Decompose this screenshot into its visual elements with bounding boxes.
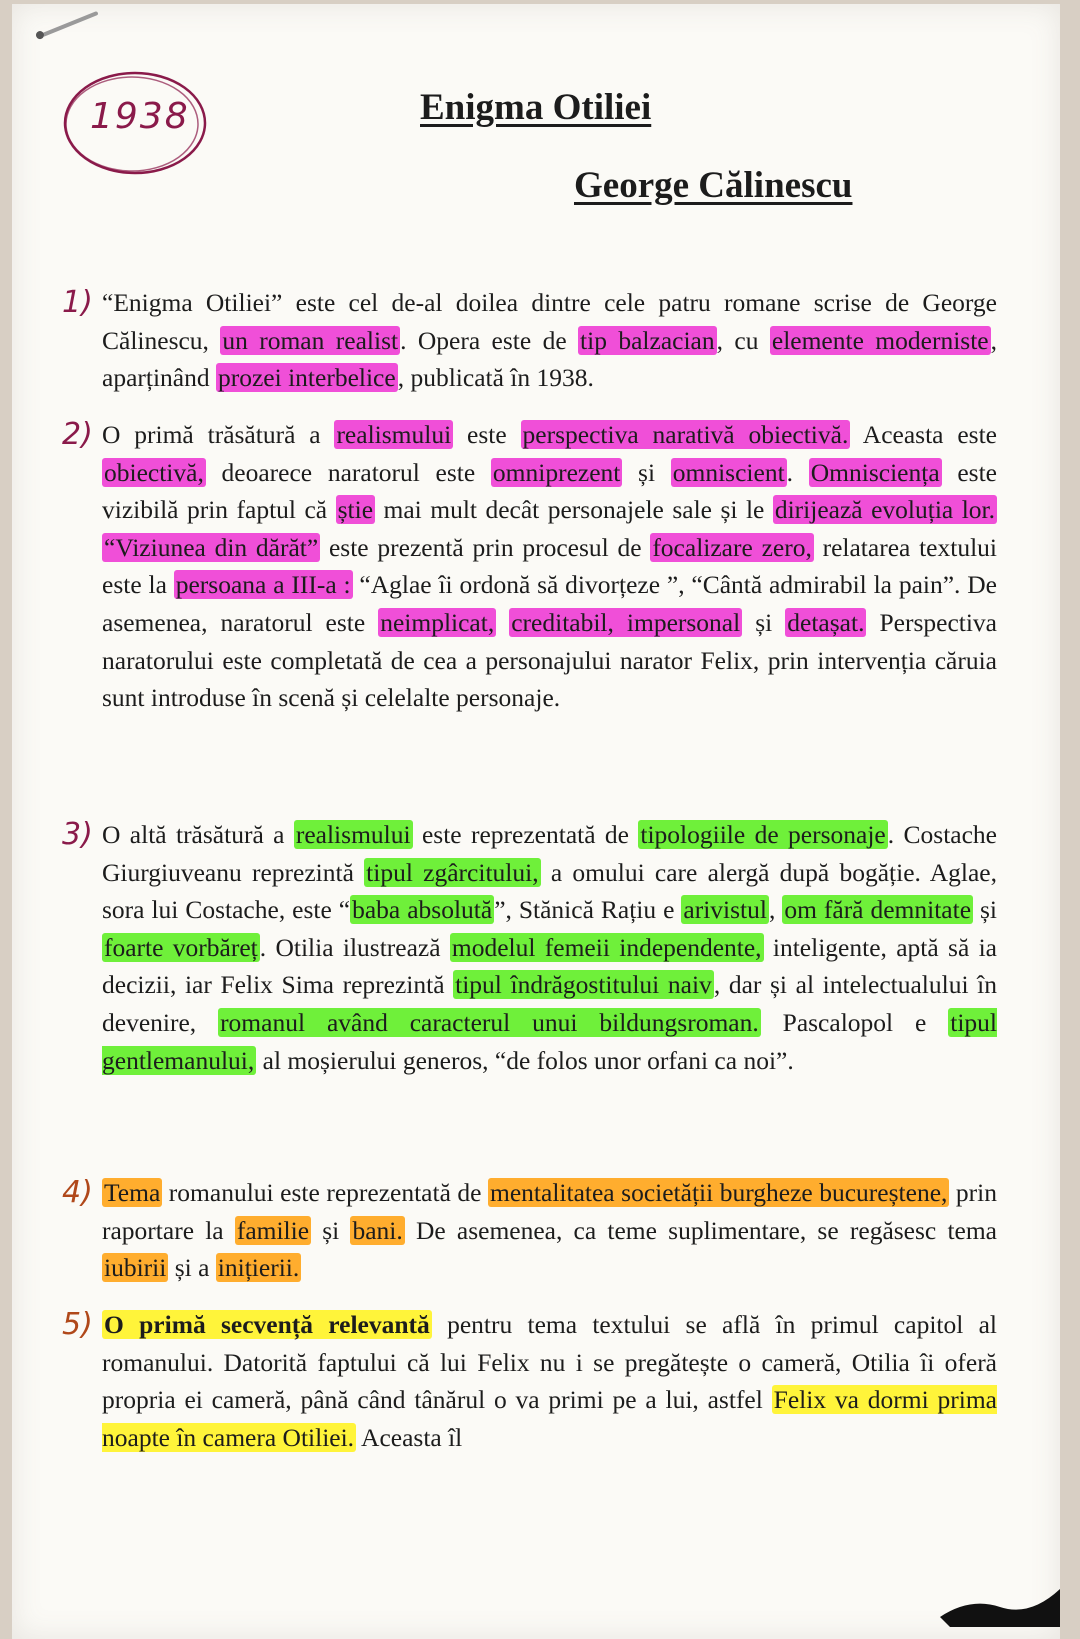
text-run: este reprezentată de [412,820,639,849]
highlighted-phrase: focalizare zero, [652,532,812,562]
notebook-page [12,4,1060,1639]
text-run: inteligente, aptă să ia decizii, iar Felix Sima reprezintă [102,932,997,1000]
highlighted-phrase: modelul femeii independente, [451,932,762,962]
text-run [496,608,509,637]
ink-smudge-icon [930,1577,1060,1627]
text-run: . Opera este de [400,325,579,355]
text-run: a omului care alergă după bogăție. Aglae, sora lui Costache, este “ [102,857,997,925]
text-run: și a [168,1253,216,1283]
page-title: Enigma Otiliei [420,87,652,128]
text-run: este prezentă prin procesul de [320,532,651,562]
text-run: . [786,457,809,487]
highlighted-phrase: baba absolută [352,895,493,925]
paragraph-number: 5) [62,1307,93,1342]
pin-icon [41,11,98,37]
highlighted-phrase: om fără demnitate [784,895,972,925]
text-run: și [973,895,997,925]
paragraph-text [102,1310,997,1452]
paragraph-number: 2) [62,417,93,452]
highlighted-phrase: tipul gentlemanului, [102,1007,997,1075]
highlighted-phrase: romanul având caracterul unui bildungsroman. [220,1007,759,1037]
highlighted-phrase: tipul zgârcitului, [366,857,539,887]
highlighted-phrase: realismului [295,820,411,849]
text-run: Aceasta este [850,420,997,449]
paragraph-2 [62,416,998,717]
text-run: . Otilia ilustrează [259,932,450,962]
text-run: deoarece naratorul este [205,457,491,487]
highlighted-phrase: Tema [104,1178,161,1207]
highlighted-phrase: tipologiile de personaje [640,820,886,849]
highlighted-phrase: mentalitatea societății burgheze bucureștene, [490,1178,948,1207]
highlighted-phrase: tip balzacian [580,325,715,355]
paragraph-text [102,288,997,392]
text-run: al moșierului generos, “de folos unor orfani ca noi”. [256,1045,794,1075]
text-run: romanului este reprezentată de [162,1178,489,1207]
highlighted-phrase: prozei interbelice [218,363,396,393]
highlighted-phrase: iubirii [104,1253,167,1283]
paragraph-text [102,420,997,712]
highlighted-phrase: persoana a III-a : [175,570,351,600]
paragraph-text [102,1178,997,1282]
highlighted-phrase: neimplicat, [380,607,495,637]
text-run: Aceasta îl [356,1422,463,1452]
text-run: , publicată în 1938. [397,363,594,393]
text-run: “Enigma Otiliei” este cel de-al doilea dintre cele patru romane scrise de George Călinescu, [102,288,997,355]
highlighted-phrase: bani. [352,1215,403,1245]
highlighted-phrase: omniscient [672,457,785,487]
text-run: , dar și al intelectualului în devenire, [102,970,998,1037]
highlighted-phrase: dirijează evoluția lor. [774,495,996,525]
highlighted-phrase: creditabil, impersonal [511,607,741,637]
paragraph-4 [62,1174,997,1287]
text-run: O altă trăsătură a [102,820,294,849]
text-run: și [742,607,786,637]
highlighted-phrase: foarte vorbăreț [104,932,258,962]
text-run: este [453,420,521,449]
paragraph-3 [62,816,998,1079]
text-run: Perspectiva naratorului este completată de cea a personajului narator Felix, prin intervenția căruia sunt introduse în scenă și celelalte personaje. [102,607,998,713]
highlighted-phrase: “Viziunea din dărăt” [104,532,319,562]
highlighted-phrase: familie [236,1215,310,1245]
paragraph-number: 1) [62,285,93,320]
year-note: 1938 [90,96,190,137]
highlighted-phrase: elemente moderniste [771,325,989,355]
text-run: relatarea textului este la [102,532,997,600]
text-run: , cu [716,325,770,355]
text-run: Pascalopol e [760,1007,949,1037]
author-name: George Călinescu [574,165,853,206]
paragraph-5 [62,1306,998,1456]
text-run: prin raportare la [102,1178,997,1245]
highlighted-phrase: O primă secvență relevantă [104,1310,430,1339]
text-run: . Costache Giurgiuveanu reprezintă [102,820,997,887]
paragraph-number: 3) [62,817,93,852]
text-run: , aparținând [102,325,997,393]
highlighted-phrase: perspectiva narativă obiectivă. [522,420,849,449]
paragraph-text [102,820,997,1075]
text-run: este vizibilă prin faptul că [102,457,997,525]
highlighted-phrase: Felix va dormi prima noapte în camera Otiliei. [102,1385,997,1452]
highlighted-phrase: omniprezent [492,457,621,487]
highlighted-phrase: arivistul [683,895,767,925]
text-run: “Aglae îi ordonă să divorțeze ”, “Cântă admirabil la pain”. De asemenea, naratorul este [102,570,997,637]
text-run: și [622,457,671,487]
text-run: , [768,895,783,925]
paragraph-number: 4) [62,1175,93,1210]
text-run: O primă trăsătură a [102,420,335,449]
text-run: ”, Stănică Rațiu e [494,895,682,925]
paragraph-1 [62,284,997,397]
highlighted-phrase: obiectivă, [104,457,204,487]
text-run: pentru tema textului se află în primul capitol al romanului. Datorită faptului că lui Felix nu i se pregătește o cameră, Otilia îi oferă propria ei cameră, până când tânărul o va primi pe a lui, astfel [102,1310,998,1415]
highlighted-phrase: Omnisciența [810,457,940,487]
highlighted-phrase: un roman realist [222,325,399,355]
highlighted-phrase: tipul îndrăgostitului naiv [455,970,712,1000]
highlighted-phrase: realismului [336,420,452,449]
highlighted-phrase: inițierii. [217,1253,300,1283]
highlighted-phrase: detașat. [787,607,865,637]
text-run: mai mult decât personajele sale și le [375,495,773,525]
highlighted-phrase: știe [337,495,374,525]
text-run: De asemenea, ca teme suplimentare, se regăsesc tema [404,1215,997,1245]
year-margin-note [60,68,210,178]
text-run: și [311,1215,351,1245]
